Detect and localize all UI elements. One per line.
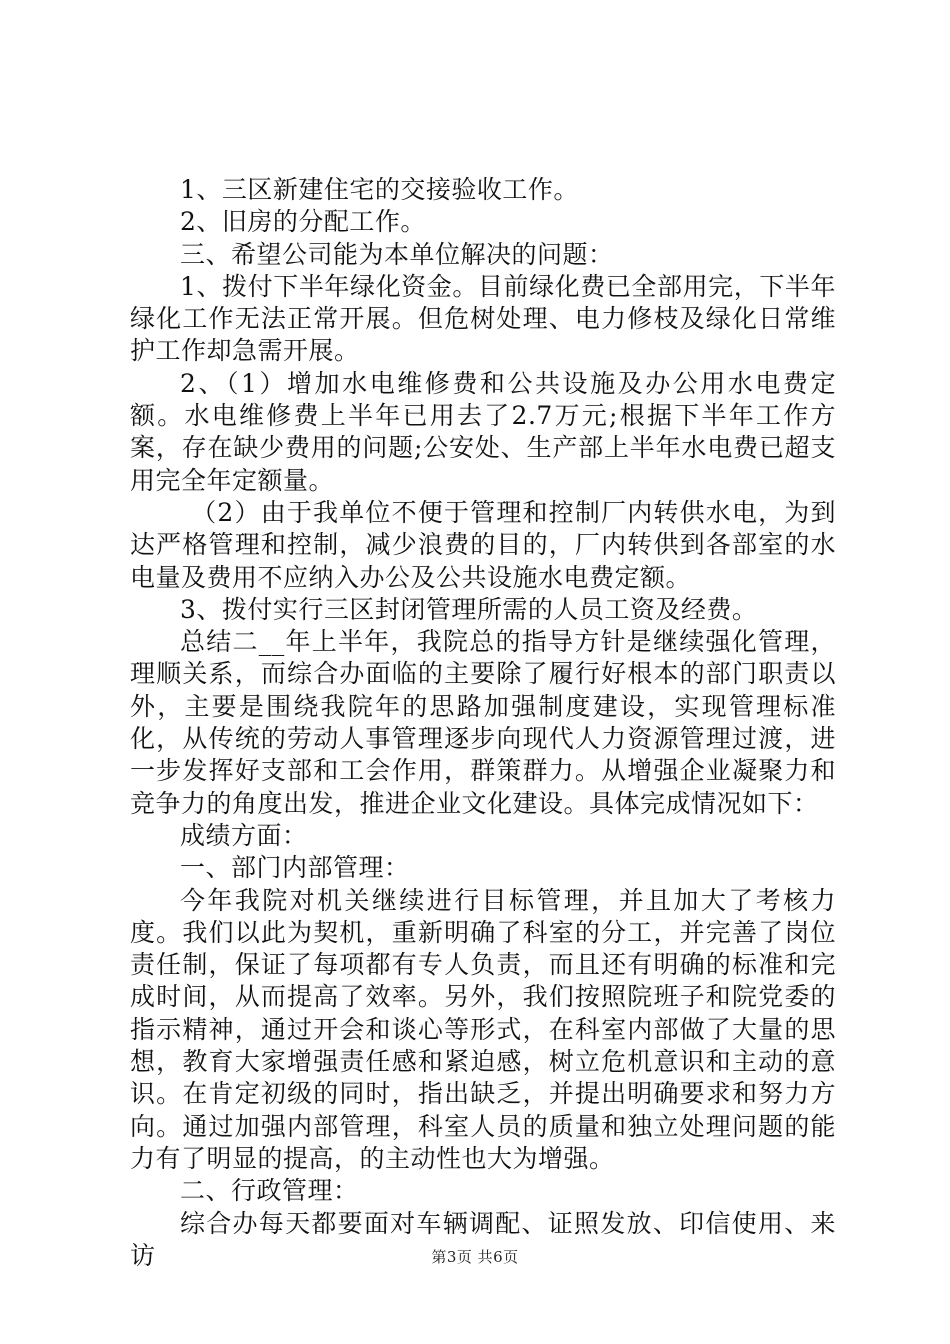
paragraph-greening-funds: 1、拨付下半年绿化资金。目前绿化费已全部用完，下半年绿化工作无法正常开展。但危树处理、电力修枝及绿化日常维护工作却急需开展。: [130, 271, 836, 366]
paragraph-utility-fees: 2、（1）增加水电维修费和公共设施及办公用水电费定额。水电维修费上半年已用去了2.7万元;根据下半年工作方案，存在缺少费用的问题;公安处、生产部上半年水电费已超支用完全年定额量。: [130, 368, 836, 495]
paragraph-closed-management: 3、拨付实行三区封闭管理所需的人员工资及经费。: [180, 594, 758, 624]
paragraph-item-2: 2、旧房的分配工作。: [180, 207, 426, 237]
paragraph-item-1: 1、三区新建住宅的交接验收工作。: [180, 175, 579, 204]
paragraph-internal-management: 今年我院对机关继续进行目标管理，并且加大了考核力度。我们以此为契机，重新明确了科室的分工，并完善了岗位责任制，保证了每项都有专人负责，而且还有明确的标准和完成时间，从而提高了效率。另外，我们按照院班子和院党委的指示精神，通过开会和谈心等形式，在科室内部做了大量的思想，教育大家增强责任感和紧迫感，树立危机意识和主动的意识。在肯定初级的同时，指出缺乏，并提出明确要求和努力方向。通过加强内部管理，科室人员的质量和独立处理问题的能力有了明显的提高，的主动性也大为增强。: [130, 885, 836, 1173]
paragraph-administration-heading: 二、行政管理：: [180, 1176, 359, 1206]
paragraph-internal-management-heading: 一、部门内部管理：: [180, 853, 410, 883]
paragraph-achievements-heading: 成绩方面：: [180, 820, 308, 850]
paragraph-section-3-heading: 三、希望公司能为本单位解决的问题：: [180, 239, 614, 269]
paragraph-summary: 总结二__年上半年，我院总的指导方针是继续强化管理，理顺关系，而综合办面临的主要除了履行好根本的部门职责以外，主要是围绕我院年的思路加强制度建设，实现管理标准化，从传统的劳动人事管理逐步向现代人力资源管理过渡，进一步发挥好支部和工会作用，群策群力。从增强企业凝聚力和竞争力的角度出发，推进企业文化建设。具体完成情况如下：: [130, 627, 836, 818]
page-number-footer: 第3页 共6页: [431, 1248, 519, 1266]
paragraph-administration: 综合办每天都要面对车辆调配、证照发放、印信使用、来访: [130, 1208, 836, 1270]
document-body: [130, 174, 836, 1272]
paragraph-utility-transfer: （2）由于我单位不便于管理和控制厂内转供水电，为到达严格管理和控制，减少浪费的目的，厂内转供到各部室的水电量及费用不应纳入办公及公共设施水电费定额。: [130, 497, 836, 592]
